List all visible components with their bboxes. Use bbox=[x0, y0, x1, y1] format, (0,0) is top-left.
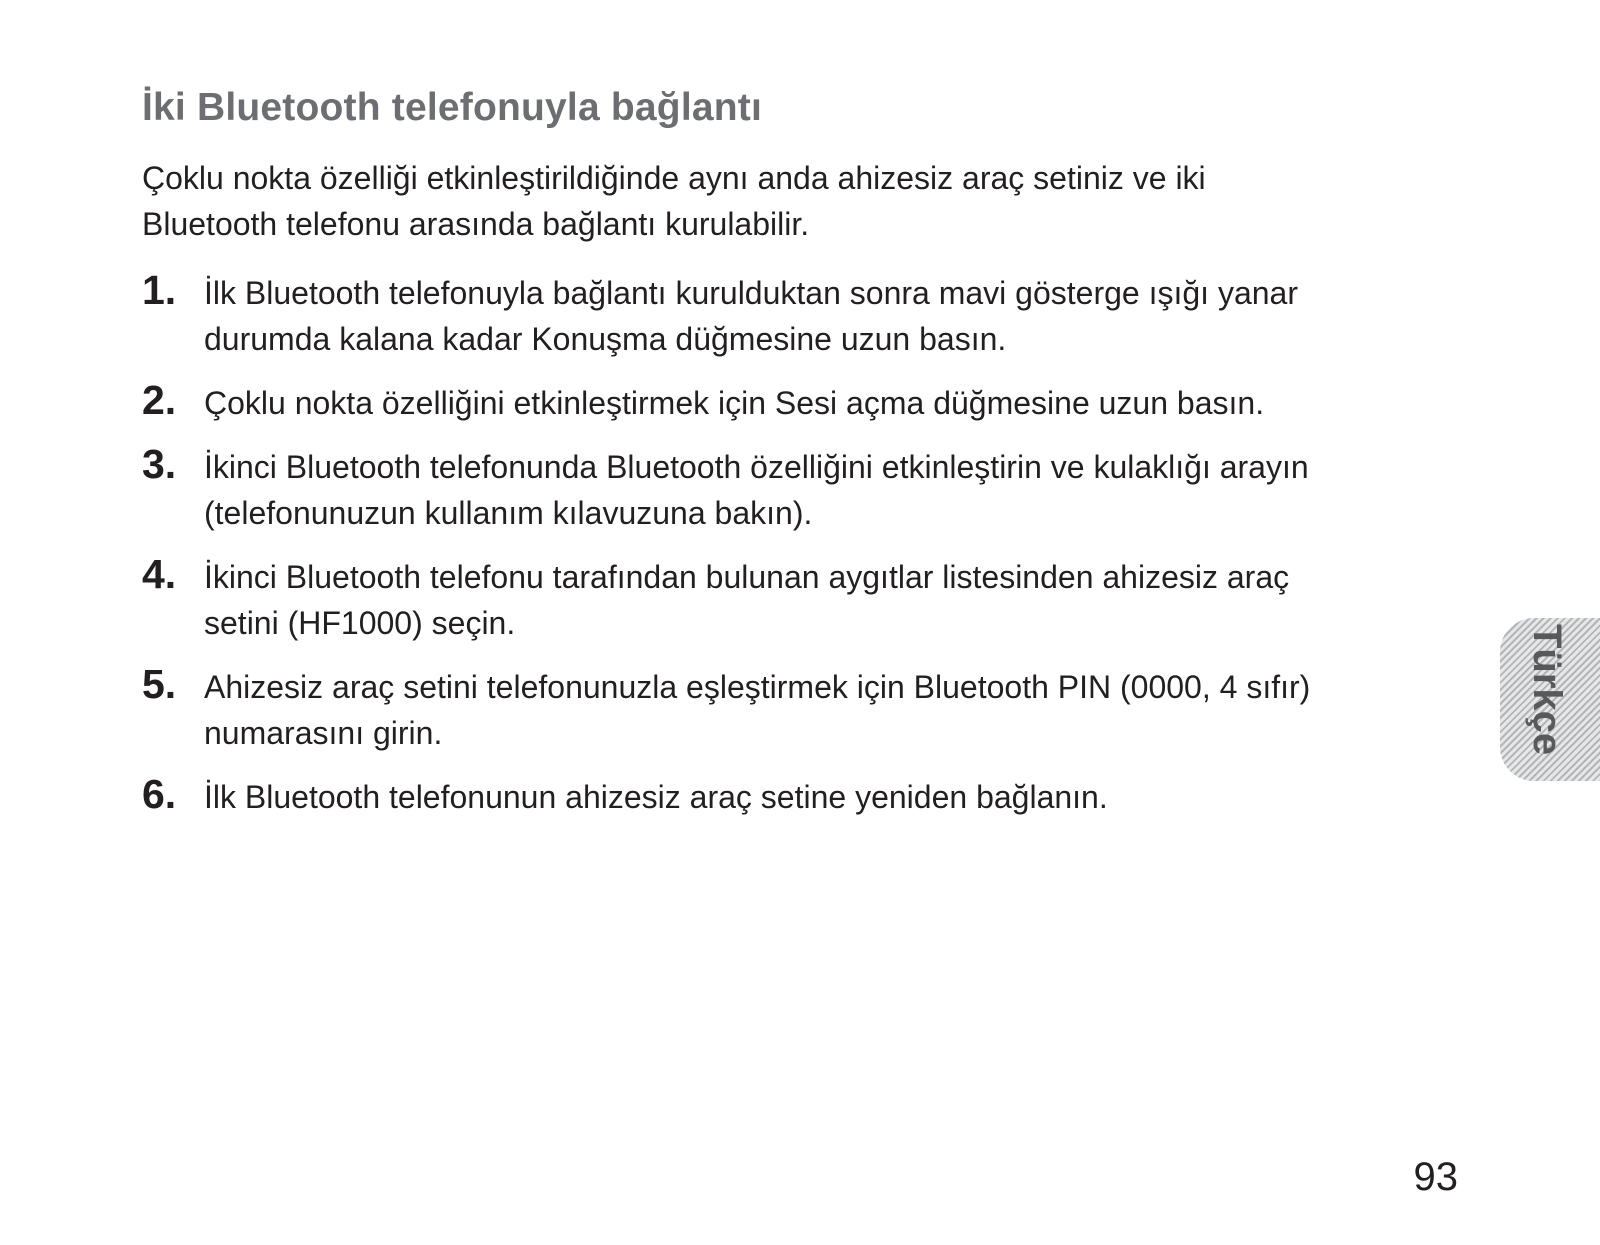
step-line: İlk Bluetooth telefonunun ahizesiz araç setine yeniden bağlanın. bbox=[204, 779, 1108, 815]
step-line: durumda kalana kadar Konuşma düğmesine uzun basın. bbox=[204, 321, 1007, 357]
step-item bbox=[142, 441, 1472, 536]
section-title: İki Bluetooth telefonuyla bağlantı bbox=[142, 86, 763, 129]
step-number: 1. bbox=[142, 267, 177, 313]
step-item bbox=[142, 551, 1472, 646]
steps-list bbox=[142, 267, 1472, 838]
step-number: 3. bbox=[142, 441, 177, 487]
step-number: 5. bbox=[142, 661, 177, 707]
step-line: Çoklu nokta özelliğini etkinleştirmek için Sesi açma düğmesine uzun basın. bbox=[204, 385, 1265, 421]
step-line: Ahizesiz araç setini telefonunuzla eşleştirmek için Bluetooth PIN (0000, 4 sıfır) bbox=[204, 669, 1311, 705]
step-line: (telefonunuzun kullanım kılavuzuna bakın). bbox=[204, 495, 813, 531]
step-number: 2. bbox=[142, 377, 177, 423]
step-line: İlk Bluetooth telefonuyla bağlantı kurulduktan sonra mavi gösterge ışığı yanar bbox=[204, 275, 1298, 311]
step-text bbox=[204, 554, 1472, 646]
step-text bbox=[204, 380, 1472, 426]
step-text bbox=[204, 664, 1472, 756]
language-tab-label: Türkçe bbox=[1525, 624, 1569, 756]
step-line: İkinci Bluetooth telefonunda Bluetooth özelliğini etkinleştirin ve kulaklığı arayın bbox=[204, 449, 1309, 485]
intro-paragraph bbox=[142, 155, 1442, 247]
step-item bbox=[142, 267, 1472, 362]
step-number: 4. bbox=[142, 551, 177, 597]
step-item bbox=[142, 771, 1472, 820]
intro-line: Çoklu nokta özelliği etkinleştirildiğinde aynı anda ahizesiz araç setiniz ve iki bbox=[142, 160, 1206, 196]
step-text bbox=[204, 444, 1472, 536]
step-text bbox=[204, 774, 1472, 820]
step-text bbox=[204, 270, 1472, 362]
page-number: 93 bbox=[1413, 1155, 1458, 1199]
step-line: setini (HF1000) seçin. bbox=[204, 605, 516, 641]
step-item bbox=[142, 661, 1472, 756]
step-line: numarasını girin. bbox=[204, 715, 443, 751]
step-line: İkinci Bluetooth telefonu tarafından bulunan aygıtlar listesinden ahizesiz araç bbox=[204, 559, 1290, 595]
step-item bbox=[142, 377, 1472, 426]
step-number: 6. bbox=[142, 771, 177, 817]
intro-line: Bluetooth telefonu arasında bağlantı kurulabilir. bbox=[142, 206, 810, 242]
